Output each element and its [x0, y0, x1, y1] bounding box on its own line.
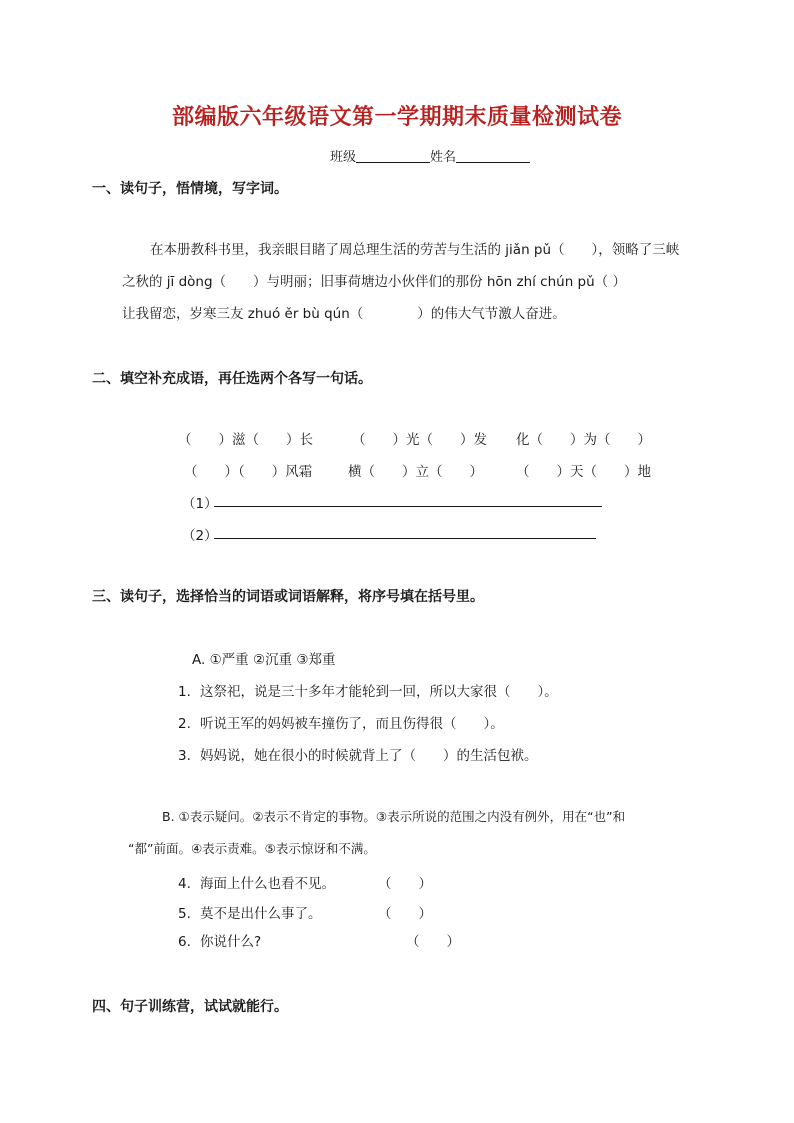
class-blank[interactable]	[356, 148, 430, 163]
question-3	[178, 744, 538, 764]
section-1-line-3: 让我留恋，岁寒三友 zhuó ěr bù qún（ ）的伟大气节激人奋进。	[122, 306, 566, 322]
idiom-1: （ ）滋（ ）长	[178, 432, 313, 448]
name-blank[interactable]	[456, 148, 530, 163]
question-text: 海面上什么也看不见。	[200, 876, 335, 892]
question-5	[178, 902, 322, 922]
idiom-5: 横（ ）立（ ）	[348, 464, 483, 480]
question-6	[178, 930, 261, 950]
page-title: 部编版六年级语文第一学期期末质量检测试卷	[171, 105, 622, 130]
options-b-line-1: B. ①表示疑问。②表示不肯定的事物。③表示所说的范围之内没有例外，用在“也”和	[162, 809, 626, 824]
section-4-heading: 四、句子训练营，试试就能行。	[92, 999, 288, 1015]
sentence-1-label: （1）	[182, 496, 218, 512]
class-label: 班级	[330, 150, 357, 165]
idiom-4: （ ）（ ）风霜	[184, 464, 313, 480]
question-number: 5.	[178, 906, 191, 922]
question-number: 4.	[178, 876, 191, 892]
options-a: A. ①严重 ②沉重 ③郑重	[192, 652, 336, 668]
section-2-heading: 二、填空补充成语，再任选两个各写一句话。	[92, 371, 372, 387]
question-number: 1.	[178, 684, 191, 700]
question-number: 3.	[178, 748, 191, 764]
question-4-answer[interactable]: （ ）	[378, 876, 432, 892]
question-text: 妈妈说，她在很小的时候就背上了（ ）的生活包袱。	[200, 748, 538, 764]
name-label: 姓名	[430, 150, 457, 165]
sentence-2-label: （2）	[182, 528, 218, 544]
sentence-1-blank[interactable]	[214, 506, 602, 507]
question-1	[178, 680, 558, 700]
question-number: 6．	[178, 934, 201, 950]
sentence-2-blank[interactable]	[214, 538, 596, 539]
idiom-3: 化（ ）为（ ）	[516, 432, 651, 448]
question-5-answer[interactable]: （ ）	[378, 906, 432, 922]
section-1-line-1: 在本册教科书里，我亲眼目睹了周总理生活的劳苦与生活的 jiǎn pǔ（ ），领略了三峡	[150, 242, 680, 258]
section-1-heading: 一、读句子，悟情境，写字词。	[92, 181, 288, 197]
question-text: 这祭祀，说是三十多年才能轮到一回，所以大家很（ ）。	[200, 684, 558, 700]
question-number: 2.	[178, 716, 191, 732]
question-2	[178, 712, 504, 732]
idiom-6: （ ）天（ ）地	[516, 464, 651, 480]
class-name-line	[330, 146, 530, 165]
question-4	[178, 872, 335, 892]
question-text: 你说什么?	[200, 934, 262, 950]
idiom-2: （ ）光（ ）发	[352, 432, 487, 448]
section-3-heading: 三、读句子，选择恰当的词语或词语解释，将序号填在括号里。	[92, 589, 484, 605]
question-text: 听说王军的妈妈被车撞伤了，而且伤得很（ ）。	[200, 716, 504, 732]
question-6-answer[interactable]: （ ）	[406, 934, 460, 950]
section-1-line-2: 之秋的 jī dòng（ ）与明丽；旧事荷塘边小伙伴们的那份 hōn zhí chún pǔ（ ）	[122, 274, 626, 290]
question-text: 莫不是出什么事了。	[200, 906, 322, 922]
options-b-line-2: “都”前面。④表示责难。⑤表示惊讶和不满。	[128, 841, 376, 856]
